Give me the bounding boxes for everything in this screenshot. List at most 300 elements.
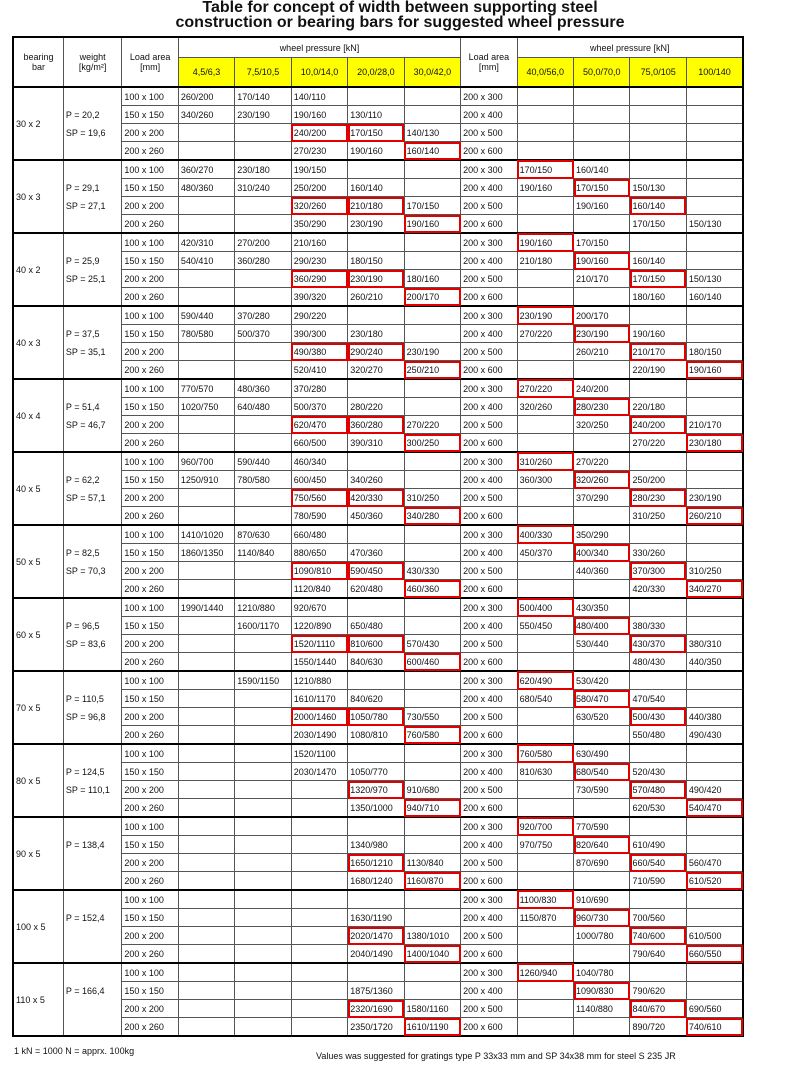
pressure-value [574, 580, 630, 599]
load-area-2: 200 x 300 [461, 233, 517, 252]
load-area: 100 x 100 [122, 671, 178, 690]
pressure-value: 210/170 [686, 416, 743, 434]
pressure-value [235, 708, 291, 726]
load-area-2: 200 x 500 [461, 854, 517, 872]
table-row [13, 398, 743, 416]
pressure-value: 1140/880 [574, 1000, 630, 1018]
weight-value [63, 525, 121, 544]
pressure-value [404, 817, 460, 836]
table-row [13, 963, 743, 982]
pressure-value [686, 617, 743, 635]
weight-value [63, 142, 121, 161]
pressure-value: 1350/1000 [348, 799, 404, 818]
bearing-bar-size: 110 x 5 [13, 963, 63, 1036]
bearing-bar-size: 30 x 2 [13, 87, 63, 160]
pressure-value [235, 1018, 291, 1037]
pressure-value: 170/150 [517, 160, 573, 179]
pressure-value [517, 106, 573, 124]
pressure-value [630, 142, 686, 161]
pressure-value [291, 854, 347, 872]
table-row [13, 945, 743, 964]
load-area-2: 200 x 300 [461, 890, 517, 909]
load-area: 200 x 200 [122, 343, 178, 361]
pressure-value [517, 781, 573, 799]
pressure-value: 160/140 [404, 142, 460, 161]
pressure-value: 250/210 [404, 361, 460, 380]
pressure-value [404, 525, 460, 544]
pressure-value: 170/150 [630, 215, 686, 234]
load-area-2: 200 x 400 [461, 179, 517, 197]
pressure-value [686, 598, 743, 617]
pressure-value: 270/230 [291, 142, 347, 161]
pressure-value [517, 361, 573, 380]
pressure-value [574, 434, 630, 453]
pressure-value: 240/200 [630, 416, 686, 434]
pressure-value: 200/170 [574, 306, 630, 325]
pressure-value: 620/470 [291, 416, 347, 434]
pressure-value: 600/450 [291, 471, 347, 489]
weight-value: P = 25,9 [63, 252, 121, 270]
pressure-value: 2320/1690 [348, 1000, 404, 1018]
table-row [13, 872, 743, 891]
pressure-value: 230/180 [686, 434, 743, 453]
pressure-value [686, 306, 743, 325]
weight-value [63, 361, 121, 380]
pressure-value: 160/140 [686, 288, 743, 307]
pressure-value: 1090/830 [574, 982, 630, 1000]
pressure-value: 270/200 [235, 233, 291, 252]
pressure-value [178, 489, 234, 507]
pressure-value [235, 726, 291, 745]
table-row [13, 982, 743, 1000]
weight-value: SP = 70,3 [63, 562, 121, 580]
weight-value [63, 671, 121, 690]
pressure-value [178, 690, 234, 708]
pressure-value [404, 690, 460, 708]
pressure-value: 480/360 [235, 379, 291, 398]
pressure-value: 1220/890 [291, 617, 347, 635]
pressure-value: 460/360 [404, 580, 460, 599]
load-area-2: 200 x 500 [461, 1000, 517, 1018]
load-area-2: 200 x 600 [461, 799, 517, 818]
pressure-value [517, 726, 573, 745]
pressure-value: 760/580 [517, 744, 573, 763]
pressure-value: 420/310 [178, 233, 234, 252]
pressure-value [517, 799, 573, 818]
pressure-value: 1680/1240 [348, 872, 404, 891]
pressure-value [630, 379, 686, 398]
pressure-value: 190/160 [686, 361, 743, 380]
load-area-2: 200 x 500 [461, 343, 517, 361]
weight-value: SP = 96,8 [63, 708, 121, 726]
bearing-bar-group [13, 890, 743, 963]
pressure-value [291, 909, 347, 927]
pressure-value [517, 489, 573, 507]
bearing-bar-size: 40 x 3 [13, 306, 63, 379]
bearing-bar-size: 80 x 5 [13, 744, 63, 817]
load-area: 100 x 100 [122, 525, 178, 544]
pressure-value [517, 270, 573, 288]
pressure-value [178, 781, 234, 799]
pressure-value: 1150/870 [517, 909, 573, 927]
pressure-value: 210/180 [348, 197, 404, 215]
pressure-value [686, 452, 743, 471]
pressure-value [404, 763, 460, 781]
load-area-2: 200 x 600 [461, 872, 517, 891]
weight-value: P = 166,4 [63, 982, 121, 1000]
load-area: 150 x 150 [122, 617, 178, 635]
pressure-value [517, 142, 573, 161]
pressure-value [178, 197, 234, 215]
pressure-value: 1040/780 [574, 963, 630, 982]
pressure-value [630, 890, 686, 909]
load-area: 200 x 260 [122, 799, 178, 818]
table-row [13, 179, 743, 197]
pressure-value: 180/160 [630, 288, 686, 307]
load-area-2: 200 x 500 [461, 927, 517, 945]
bearing-bar-size: 60 x 5 [13, 598, 63, 671]
load-area: 100 x 100 [122, 744, 178, 763]
pressure-value [404, 252, 460, 270]
pressure-value: 760/580 [404, 726, 460, 745]
pressure-value: 1080/810 [348, 726, 404, 745]
load-area-2: 200 x 600 [461, 580, 517, 599]
load-area: 100 x 100 [122, 160, 178, 179]
pressure-value: 170/150 [348, 124, 404, 142]
pressure-value: 310/260 [517, 452, 573, 471]
load-area-2: 200 x 600 [461, 215, 517, 234]
pressure-value: 160/140 [348, 179, 404, 197]
pressure-value: 730/590 [574, 781, 630, 799]
pressure-value [235, 562, 291, 580]
table-row [13, 635, 743, 653]
weight-value [63, 726, 121, 745]
pressure-value [686, 909, 743, 927]
load-area: 200 x 260 [122, 507, 178, 526]
pressure-value: 360/290 [291, 270, 347, 288]
pressure-value: 340/260 [348, 471, 404, 489]
weight-value [63, 890, 121, 909]
pressure-value: 500/430 [630, 708, 686, 726]
pressure-value [630, 744, 686, 763]
load-area-2: 200 x 300 [461, 306, 517, 325]
weight-value [63, 306, 121, 325]
load-area-2: 200 x 300 [461, 598, 517, 617]
load-area: 100 x 100 [122, 379, 178, 398]
weight-value [63, 1018, 121, 1037]
table-row [13, 325, 743, 343]
load-area: 200 x 200 [122, 781, 178, 799]
table-row [13, 416, 743, 434]
pressure-value: 1250/910 [178, 471, 234, 489]
pressure-value [517, 872, 573, 891]
table-row [13, 927, 743, 945]
pressure-value: 360/280 [235, 252, 291, 270]
pressure-value [348, 306, 404, 325]
load-area: 200 x 260 [122, 653, 178, 672]
pressure-value: 660/540 [630, 854, 686, 872]
weight-value: P = 96,5 [63, 617, 121, 635]
load-area-2: 200 x 600 [461, 507, 517, 526]
pressure-value: 870/690 [574, 854, 630, 872]
table-row [13, 1000, 743, 1018]
load-area-2: 200 x 500 [461, 635, 517, 653]
table-row [13, 580, 743, 599]
pressure-value [404, 671, 460, 690]
pressure-value: 360/300 [517, 471, 573, 489]
wheel-pressure-table [12, 36, 744, 1037]
pressure-value [235, 872, 291, 891]
pressure-value: 780/590 [291, 507, 347, 526]
pressure-value [178, 763, 234, 781]
pressure-value [178, 653, 234, 672]
pressure-value [517, 197, 573, 215]
pressure-value: 1260/940 [517, 963, 573, 982]
pressure-value: 790/620 [630, 982, 686, 1000]
pressure-value: 660/480 [291, 525, 347, 544]
table-row [13, 744, 743, 763]
pressure-value [235, 197, 291, 215]
pressure-value: 1020/750 [178, 398, 234, 416]
weight-value [63, 580, 121, 599]
pressure-value: 310/250 [630, 507, 686, 526]
weight-value: SP = 19,6 [63, 124, 121, 142]
pressure-value [235, 343, 291, 361]
load-area: 150 x 150 [122, 544, 178, 562]
pressure-value: 2030/1470 [291, 763, 347, 781]
load-area-2: 200 x 600 [461, 434, 517, 453]
pressure-value: 170/150 [574, 179, 630, 197]
pressure-value: 880/650 [291, 544, 347, 562]
pressure-value [348, 963, 404, 982]
pressure-value: 490/430 [686, 726, 743, 745]
weight-value: P = 29,1 [63, 179, 121, 197]
pressure-value: 430/330 [404, 562, 460, 580]
header-load-area: Load area [mm] [122, 37, 178, 87]
load-area: 150 x 150 [122, 106, 178, 124]
pressure-value [235, 653, 291, 672]
pressure-value: 320/260 [574, 471, 630, 489]
pressure-value: 640/480 [235, 398, 291, 416]
pressure-value [686, 963, 743, 982]
pressure-value: 1130/840 [404, 854, 460, 872]
pressure-value: 500/370 [291, 398, 347, 416]
weight-value: P = 110,5 [63, 690, 121, 708]
load-area-2: 200 x 400 [461, 763, 517, 781]
pressure-value: 250/200 [291, 179, 347, 197]
pressure-value [517, 1018, 573, 1037]
table-row [13, 544, 743, 562]
load-area-2: 200 x 400 [461, 836, 517, 854]
pressure-value [235, 854, 291, 872]
weight-value: SP = 27,1 [63, 197, 121, 215]
pressure-value [404, 471, 460, 489]
pressure-value [404, 909, 460, 927]
pressure-value [291, 927, 347, 945]
load-area-2: 200 x 600 [461, 726, 517, 745]
load-area-2: 200 x 500 [461, 708, 517, 726]
table-row [13, 361, 743, 380]
pressure-value: 230/190 [574, 325, 630, 343]
weight-value: P = 82,5 [63, 544, 121, 562]
load-area: 100 x 100 [122, 890, 178, 909]
pressure-value [348, 452, 404, 471]
weight-value: P = 20,2 [63, 106, 121, 124]
pressure-value [686, 671, 743, 690]
pressure-value [404, 306, 460, 325]
pressure-value: 490/380 [291, 343, 347, 361]
bearing-bar-group [13, 817, 743, 890]
pressure-value: 310/250 [404, 489, 460, 507]
pressure-value [178, 890, 234, 909]
pressure-value: 320/250 [574, 416, 630, 434]
pressure-value: 450/360 [348, 507, 404, 526]
pressure-value [348, 525, 404, 544]
pressure-value [178, 836, 234, 854]
pressure-value: 790/640 [630, 945, 686, 964]
pressure-value: 340/270 [686, 580, 743, 599]
pressure-value [630, 106, 686, 124]
pressure-value: 210/170 [630, 343, 686, 361]
pressure-value: 180/150 [348, 252, 404, 270]
pressure-value: 910/690 [574, 890, 630, 909]
pressure-value [404, 398, 460, 416]
weight-value [63, 87, 121, 106]
pressure-value [235, 799, 291, 818]
table-row [13, 160, 743, 179]
pressure-value: 320/260 [291, 197, 347, 215]
pressure-value [235, 963, 291, 982]
pressure-value: 450/370 [517, 544, 573, 562]
pressure-value [404, 836, 460, 854]
pressure-value: 270/220 [404, 416, 460, 434]
load-area: 200 x 200 [122, 1000, 178, 1018]
load-area: 200 x 200 [122, 197, 178, 215]
pressure-value: 840/630 [348, 653, 404, 672]
load-area-2: 200 x 500 [461, 416, 517, 434]
pressure-value: 210/160 [291, 233, 347, 252]
load-area: 200 x 260 [122, 1018, 178, 1037]
pressure-value [178, 909, 234, 927]
page-title [0, 0, 800, 30]
weight-value: SP = 46,7 [63, 416, 121, 434]
pressure-value: 530/420 [574, 671, 630, 690]
bearing-bar-size: 50 x 5 [13, 525, 63, 598]
pressure-value: 470/360 [348, 544, 404, 562]
pressure-value: 280/220 [348, 398, 404, 416]
bearing-bar-group [13, 379, 743, 452]
pressure-value: 660/550 [686, 945, 743, 964]
pressure-value: 1400/1040 [404, 945, 460, 964]
weight-value [63, 817, 121, 836]
pressure-value [517, 945, 573, 964]
pressure-value: 2000/1460 [291, 708, 347, 726]
pressure-value: 1320/970 [348, 781, 404, 799]
pressure-value: 260/210 [686, 507, 743, 526]
weight-value: P = 138,4 [63, 836, 121, 854]
pressure-value [630, 306, 686, 325]
weight-value [63, 854, 121, 872]
header-pressure: 20,0/28,0 [348, 58, 404, 88]
pressure-value [235, 142, 291, 161]
pressure-value: 440/380 [686, 708, 743, 726]
load-area-2: 200 x 400 [461, 544, 517, 562]
header-pressure: 4,5/6,3 [178, 58, 234, 88]
pressure-value: 840/620 [348, 690, 404, 708]
header-wheel-pressure: wheel pressure [kN] [178, 37, 460, 58]
pressure-value [291, 817, 347, 836]
table-row [13, 799, 743, 818]
pressure-value [404, 179, 460, 197]
pressure-value: 220/180 [630, 398, 686, 416]
pressure-value: 890/720 [630, 1018, 686, 1037]
pressure-value [574, 215, 630, 234]
pressure-value: 2030/1490 [291, 726, 347, 745]
table-row [13, 379, 743, 398]
pressure-value: 170/150 [574, 233, 630, 252]
pressure-value [178, 580, 234, 599]
load-area-2: 200 x 300 [461, 671, 517, 690]
pressure-value [630, 671, 686, 690]
table-row [13, 306, 743, 325]
pressure-value: 910/680 [404, 781, 460, 799]
pressure-value [630, 87, 686, 106]
pressure-value: 960/730 [574, 909, 630, 927]
pressure-value [348, 744, 404, 763]
pressure-value: 310/240 [235, 179, 291, 197]
pressure-value [404, 452, 460, 471]
pressure-value [235, 361, 291, 380]
pressure-value: 300/250 [404, 434, 460, 453]
load-area: 200 x 260 [122, 215, 178, 234]
pressure-value: 440/350 [686, 653, 743, 672]
pressure-value [291, 872, 347, 891]
load-area: 200 x 260 [122, 945, 178, 964]
load-area: 150 x 150 [122, 836, 178, 854]
pressure-value: 1590/1150 [235, 671, 291, 690]
table-row [13, 142, 743, 161]
weight-value: P = 152,4 [63, 909, 121, 927]
pressure-value [517, 708, 573, 726]
pressure-value: 270/220 [574, 452, 630, 471]
pressure-value [178, 982, 234, 1000]
pressure-value: 230/190 [517, 306, 573, 325]
header-pressure: 50,0/70,0 [574, 58, 630, 88]
pressure-value: 2350/1720 [348, 1018, 404, 1037]
load-area-2: 200 x 300 [461, 160, 517, 179]
pressure-value: 1610/1170 [291, 690, 347, 708]
pressure-value: 1875/1360 [348, 982, 404, 1000]
load-area: 150 x 150 [122, 179, 178, 197]
pressure-value [686, 836, 743, 854]
pressure-value [178, 872, 234, 891]
bearing-bar-group [13, 87, 743, 160]
pressure-value: 480/430 [630, 653, 686, 672]
pressure-value [235, 288, 291, 307]
pressure-value [686, 890, 743, 909]
pressure-value [686, 325, 743, 343]
pressure-value [574, 288, 630, 307]
table-row [13, 690, 743, 708]
pressure-value: 870/630 [235, 525, 291, 544]
pressure-value: 540/410 [178, 252, 234, 270]
pressure-value [178, 361, 234, 380]
pressure-value: 1050/770 [348, 763, 404, 781]
pressure-value [404, 233, 460, 252]
load-area: 200 x 260 [122, 288, 178, 307]
pressure-value [178, 142, 234, 161]
pressure-value: 650/480 [348, 617, 404, 635]
